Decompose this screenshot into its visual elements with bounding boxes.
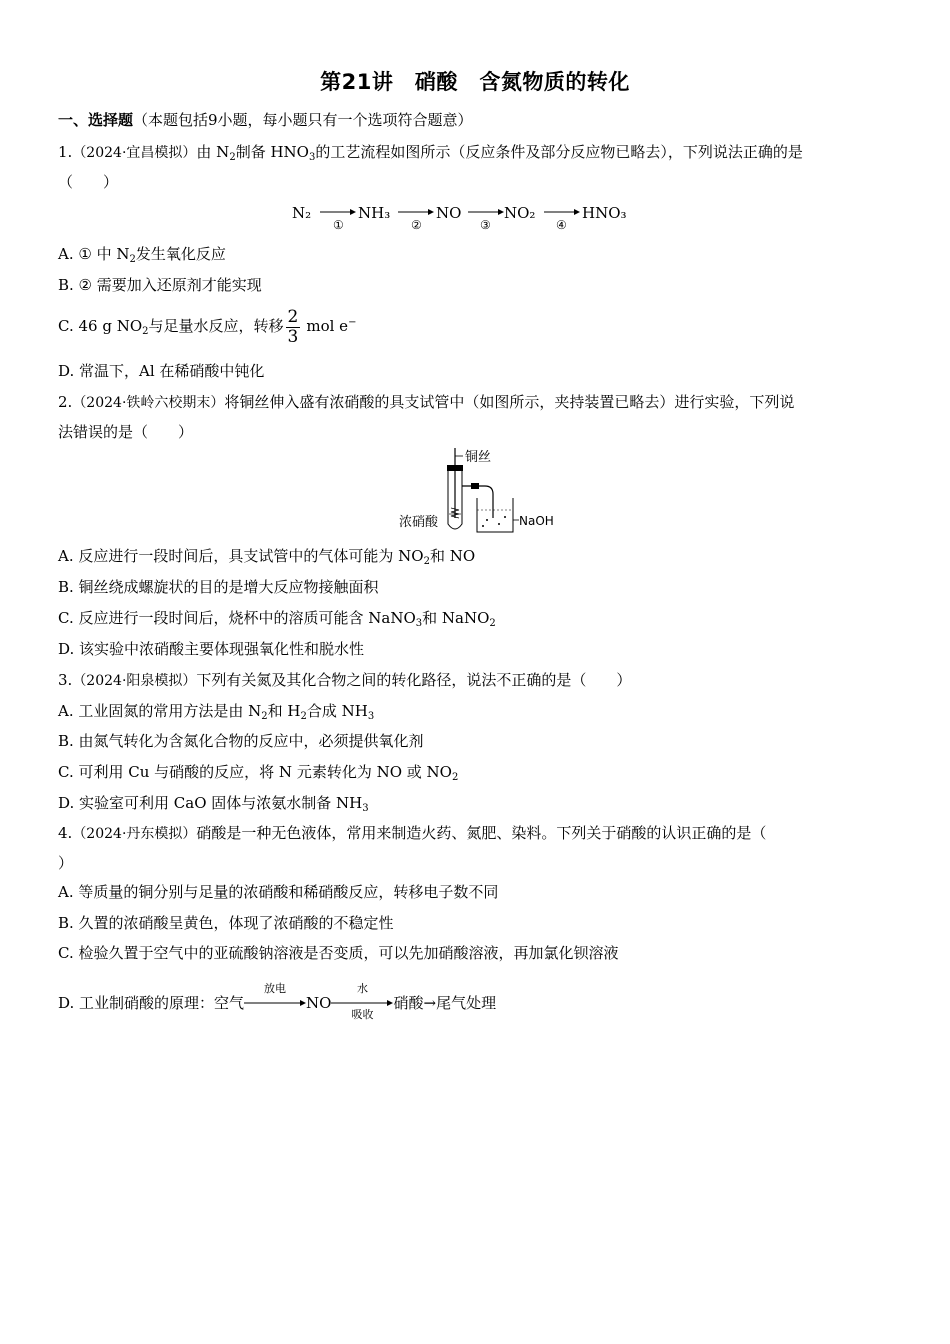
question-1-blank: （ ）: [58, 173, 119, 191]
q1-option-c: C. 46 g $NO_2$与足量水反应，转移 $\frac{2}{3}$ mol e−: [58, 306, 357, 347]
flow-step-1: ①: [333, 218, 344, 232]
reaction-arrow-absorb: 水 吸收: [331, 995, 393, 1013]
question-2-stem-cont: 法错误的是（ ）: [58, 423, 194, 441]
question-3-stem: 3.（2024·阳泉模拟）下列有关氮及其化合物之间的转化路径，说法不正确的是（ ）: [58, 671, 632, 689]
question-source: （2024·宜昌模拟）: [72, 145, 197, 161]
reaction-arrow-discharge: 放电: [244, 995, 306, 1013]
question-source: （2024·铁岭六校期末）: [72, 395, 225, 411]
flow-species-n2: N₂: [292, 204, 312, 222]
q4-option-a: A. 等质量的铜分别与足量的浓硝酸和稀硝酸反应，转移电子数不同: [58, 883, 499, 901]
q4-option-c: C. 检验久置于空气中的亚硫酸钠溶液是否变质，可以先加硝酸溶液，再加氯化钡溶液: [58, 944, 619, 962]
page-title: 第21讲 硝酸 含氮物质的转化: [320, 70, 630, 94]
flow-step-4: ④: [556, 218, 567, 232]
q3-option-b: B. 由氮气转化为含氮化合物的反应中，必须提供氧化剂: [58, 732, 424, 750]
flow-species-hno3: HNO₃: [582, 204, 627, 222]
label-copper-wire: 铜丝: [465, 450, 492, 465]
question-1-stem: 1.（2024·宜昌模拟）由 $N_2$制备 $HNO_3$的工艺流程如图所示（反应条件及部分反应物已略去），下列说法正确的是: [58, 143, 803, 163]
question-2-stem: 2.（2024·铁岭六校期末）将铜丝伸入盛有浓硝酸的具支试管中（如图所示，夹持装置已略去）进行实验，下列说: [58, 393, 795, 411]
q2-option-b: B. 铜丝绕成螺旋状的目的是增大反应物接触面积: [58, 578, 379, 596]
q2-option-c: C. 反应进行一段时间后，烧杯中的溶质可能含 NaNO$_3$和 NaNO$_2$: [58, 609, 496, 629]
label-naoh: NaOH: [519, 514, 554, 528]
section-note: （本题包括9小题，每小题只有一个选项符合题意）: [133, 111, 473, 129]
section-heading: [58, 110, 473, 130]
q4-option-d: D. 工业制硝酸的原理：空气 放电 NO 水 吸收 硝酸→尾气处理: [58, 982, 497, 1021]
process-flow-diagram: [290, 200, 650, 238]
flow-step-3: ③: [480, 218, 491, 232]
q4-option-b: B. 久置的浓硝酸呈黄色，体现了浓硝酸的不稳定性: [58, 914, 394, 932]
q1-option-a: A. ① 中 $N_2$发生氧化反应: [58, 245, 226, 265]
label-conc-nitric-acid: 浓硝酸: [399, 515, 439, 530]
question-4-stem: 4.（2024·丹东模拟）硝酸是一种无色液体，常用来制造火药、氮肥、染料。下列关于硝酸的认识正确的是（: [58, 824, 767, 842]
apparatus-diagram: [395, 446, 565, 542]
section-label: 一、选择题: [58, 111, 134, 129]
q3-option-c: C. 可利用 Cu 与硝酸的反应，将 N 元素转化为 NO 或 $NO_2$: [58, 763, 459, 783]
q3-option-d: D. 实验室可利用 CaO 固体与浓氨水制备 $NH_3$: [58, 794, 369, 814]
flow-species-no: NO: [436, 204, 462, 222]
q3-option-a: A. 工业固氮的常用方法是由 $N_2$和 $H_2$合成 $NH_3$: [58, 702, 375, 722]
q2-option-d: D. 该实验中浓硝酸主要体现强氧化性和脱水性: [58, 640, 365, 658]
q2-option-a: A. 反应进行一段时间后，具支试管中的气体可能为 $NO_2$和 NO: [58, 547, 476, 567]
question-source: （2024·阳泉模拟）: [72, 673, 197, 689]
flow-species-no2: NO₂: [504, 204, 536, 222]
q1-option-b: B. ② 需要加入还原剂才能实现: [58, 276, 262, 294]
fraction: $\frac{2}{3}$: [287, 306, 299, 347]
question-source: （2024·丹东模拟）: [72, 826, 197, 842]
flow-species-nh3: NH₃: [358, 204, 391, 222]
flow-svg: [290, 200, 650, 234]
question-4-stem-cont: ）: [58, 854, 74, 872]
q1-option-d: D. 常温下，Al 在稀硝酸中钝化: [58, 362, 265, 380]
flow-step-2: ②: [411, 218, 422, 232]
apparatus-svg: [395, 446, 565, 538]
